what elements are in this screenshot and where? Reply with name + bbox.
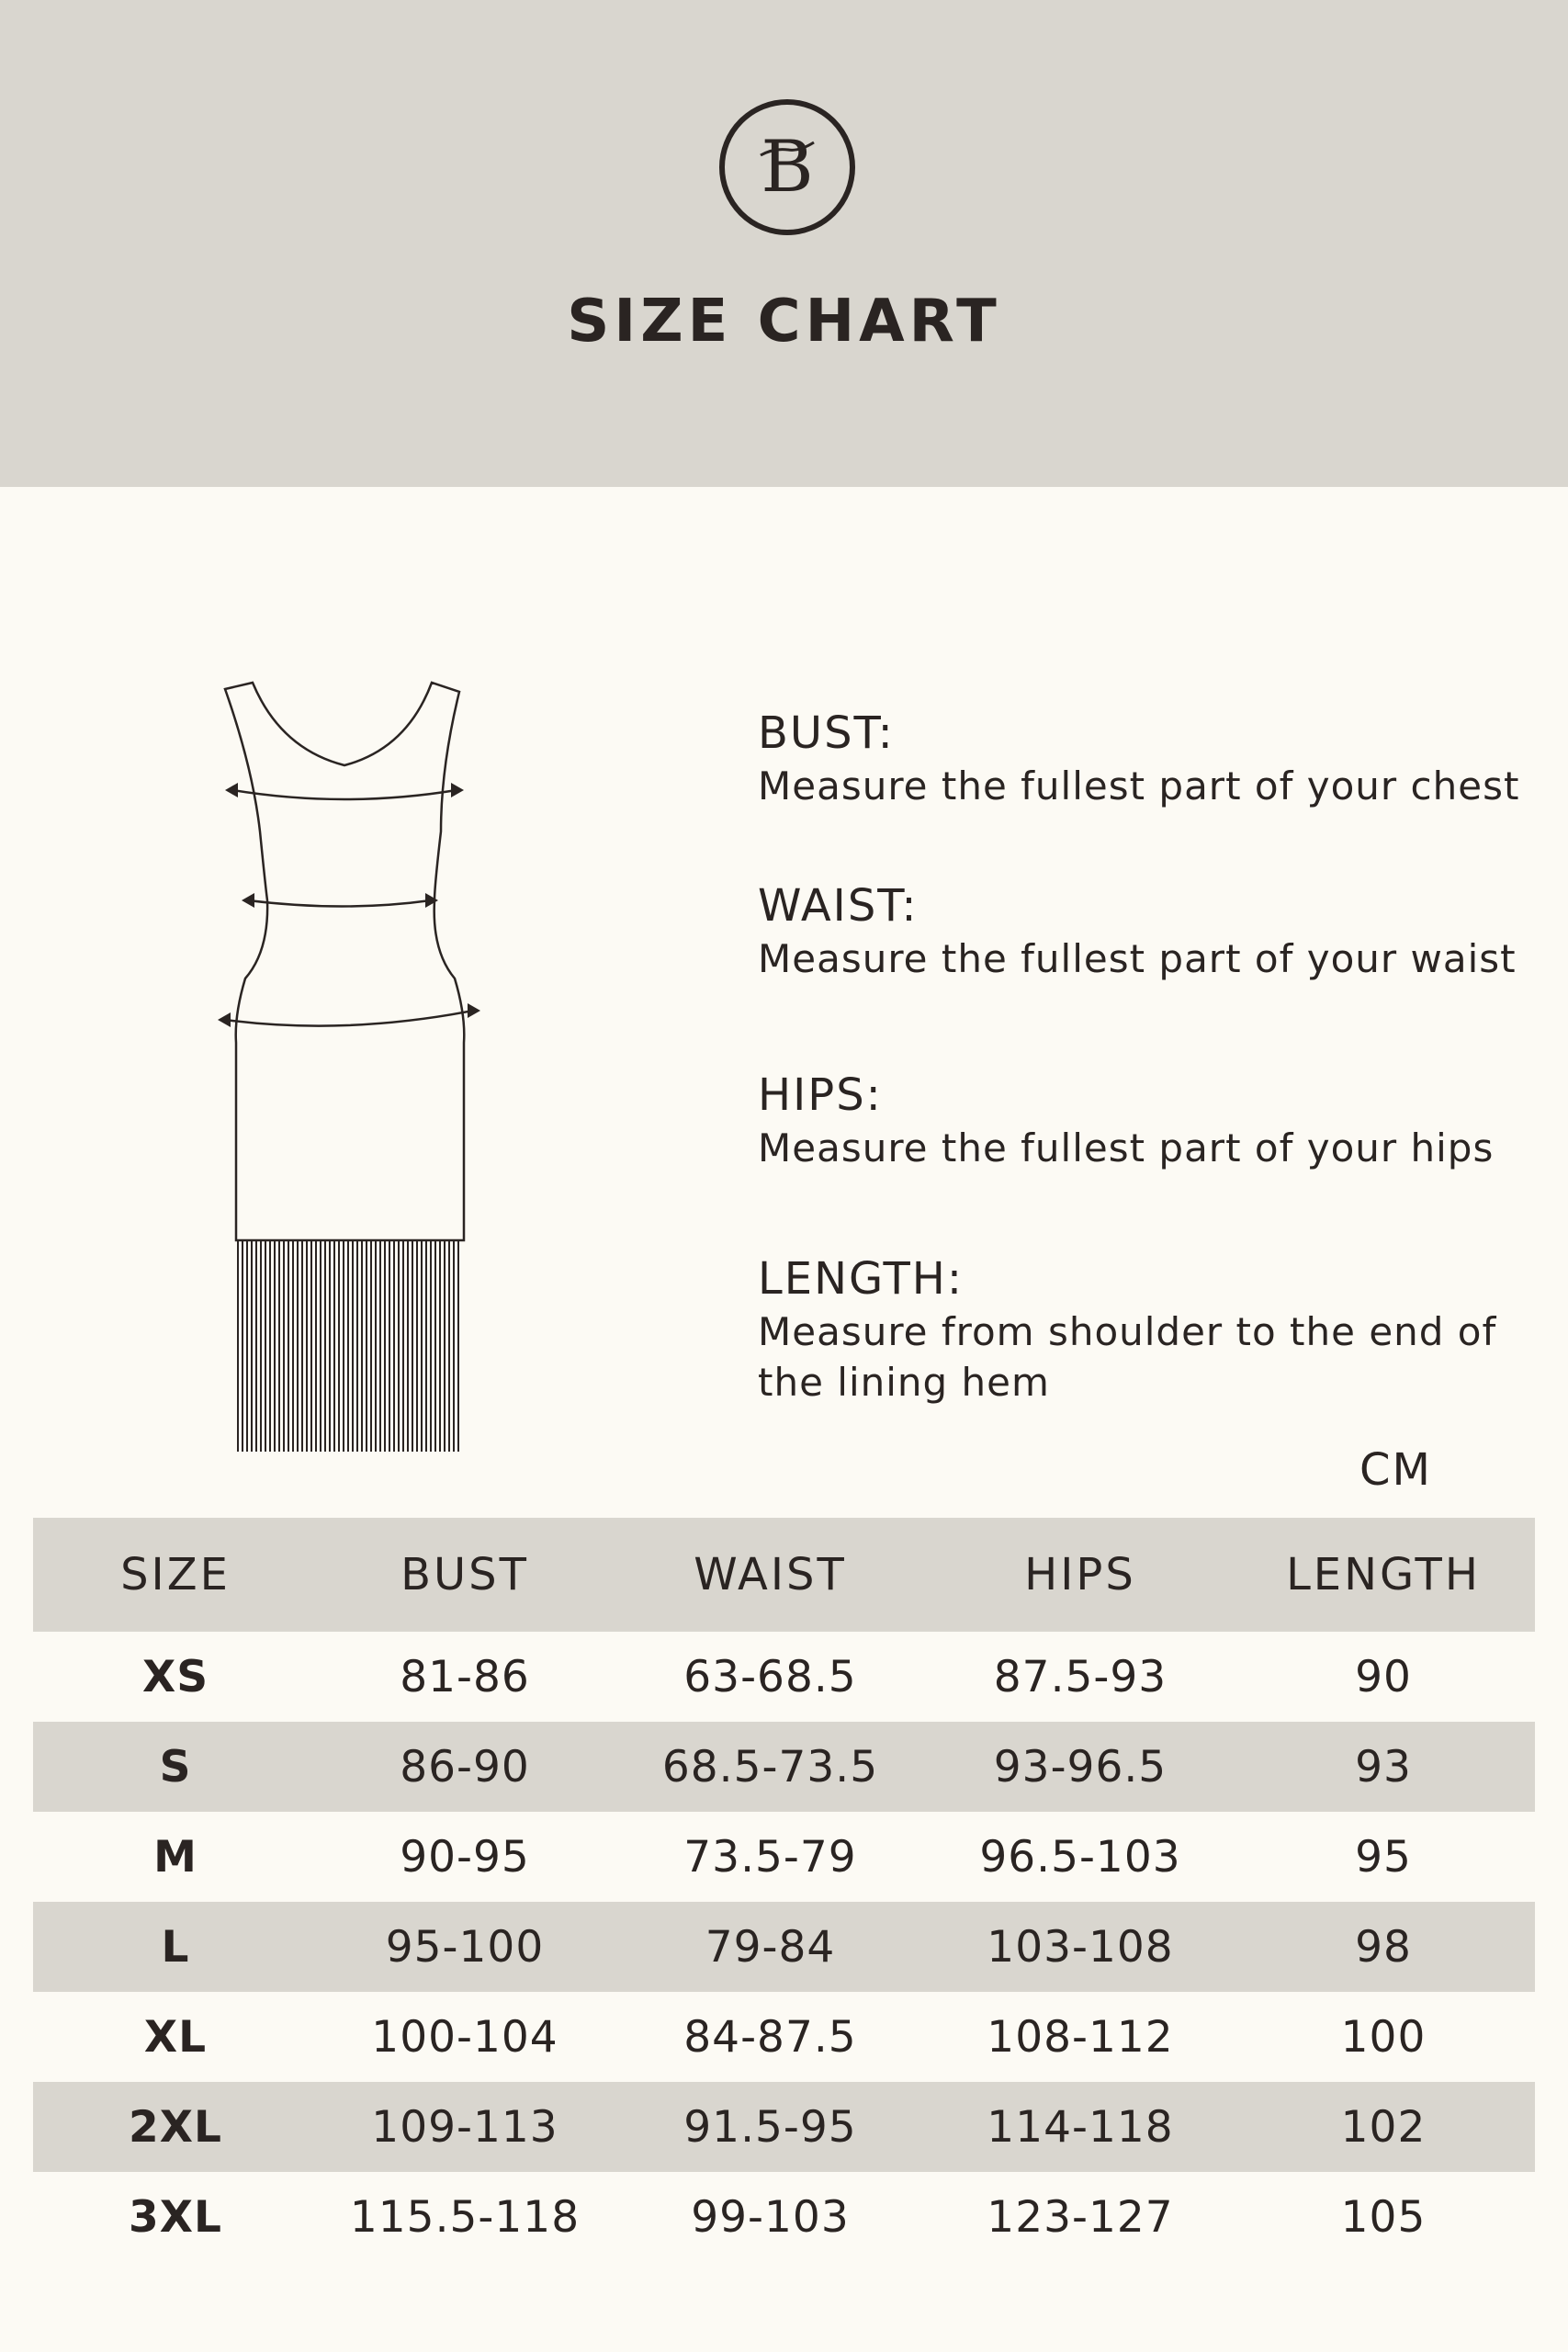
- size-cell: 2XL: [129, 2101, 222, 2153]
- size-cell: S: [159, 1741, 192, 1792]
- measure-label: LENGTH:: [758, 1253, 964, 1305]
- measure-waist: [758, 878, 1539, 984]
- size-cell: M: [153, 1831, 197, 1883]
- measure-length: [758, 1251, 1520, 1408]
- table-row: [33, 1632, 1535, 1722]
- waist-cell: 68.5-73.5: [661, 1741, 879, 1792]
- table-row: [33, 1992, 1535, 2082]
- hips-cell: 123-127: [987, 2191, 1174, 2243]
- length-cell: 98: [1355, 1921, 1412, 1973]
- table-row: [33, 1902, 1535, 1992]
- waist-cell: 91.5-95: [683, 2101, 857, 2153]
- measure-description: Measure the fullest part of your waist: [758, 936, 1517, 981]
- brand-logo-icon: [716, 96, 858, 238]
- size-cell: XL: [143, 2011, 208, 2063]
- page-title: SIZE CHART: [567, 288, 1001, 356]
- measure-description: Measure from shoulder to the end of the lining hem: [758, 1309, 1497, 1405]
- table-header-row: [33, 1518, 1535, 1632]
- bust-cell: 81-86: [400, 1651, 530, 1702]
- bust-cell: 86-90: [400, 1741, 530, 1792]
- column-header: LENGTH: [1286, 1549, 1481, 1600]
- hips-cell: 114-118: [987, 2101, 1174, 2153]
- table-row: [33, 2172, 1535, 2262]
- length-cell: 90: [1355, 1651, 1412, 1702]
- length-cell: 100: [1340, 2011, 1427, 2063]
- length-cell: 105: [1340, 2191, 1427, 2243]
- hips-cell: 108-112: [987, 2011, 1174, 2063]
- size-cell: L: [161, 1921, 190, 1973]
- header-band: [0, 0, 1568, 487]
- hips-cell: 87.5-93: [993, 1651, 1168, 1702]
- column-header: HIPS: [1024, 1549, 1136, 1600]
- bust-cell: 115.5-118: [349, 2191, 581, 2243]
- waist-cell: 79-84: [705, 1921, 836, 1973]
- dress-diagram-icon: [207, 675, 482, 1465]
- column-header: WAIST: [694, 1549, 847, 1600]
- waist-cell: 63-68.5: [683, 1651, 857, 1702]
- bust-cell: 100-104: [371, 2011, 558, 2063]
- hips-cell: 93-96.5: [993, 1741, 1168, 1792]
- size-table: [33, 1518, 1535, 2262]
- length-cell: 95: [1355, 1831, 1412, 1883]
- column-header: BUST: [400, 1549, 529, 1600]
- size-cell: XS: [141, 1651, 209, 1702]
- measure-hips: [758, 1068, 1539, 1173]
- hips-cell: 103-108: [987, 1921, 1174, 1973]
- waist-cell: 84-87.5: [683, 2011, 857, 2063]
- column-header: SIZE: [120, 1549, 231, 1600]
- length-cell: 102: [1340, 2101, 1427, 2153]
- measure-label: WAIST:: [758, 880, 919, 932]
- measure-description: Measure the fullest part of your hips: [758, 1125, 1495, 1170]
- table-row: [33, 2082, 1535, 2172]
- waist-cell: 99-103: [691, 2191, 850, 2243]
- length-cell: 93: [1355, 1741, 1412, 1792]
- unit-label: CM: [1359, 1444, 1432, 1496]
- hips-cell: 96.5-103: [979, 1831, 1181, 1883]
- bust-cell: 90-95: [400, 1831, 530, 1883]
- measure-description: Measure the fullest part of your chest: [758, 763, 1520, 808]
- svg-text:B: B: [761, 126, 814, 209]
- waist-cell: 73.5-79: [683, 1831, 857, 1883]
- measure-bust: [758, 706, 1539, 811]
- bust-cell: 95-100: [385, 1921, 545, 1973]
- measure-label: BUST:: [758, 707, 895, 759]
- bust-cell: 109-113: [371, 2101, 558, 2153]
- table-row: [33, 1722, 1535, 1812]
- measure-label: HIPS:: [758, 1069, 883, 1121]
- size-cell: 3XL: [129, 2191, 222, 2243]
- table-row: [33, 1812, 1535, 1902]
